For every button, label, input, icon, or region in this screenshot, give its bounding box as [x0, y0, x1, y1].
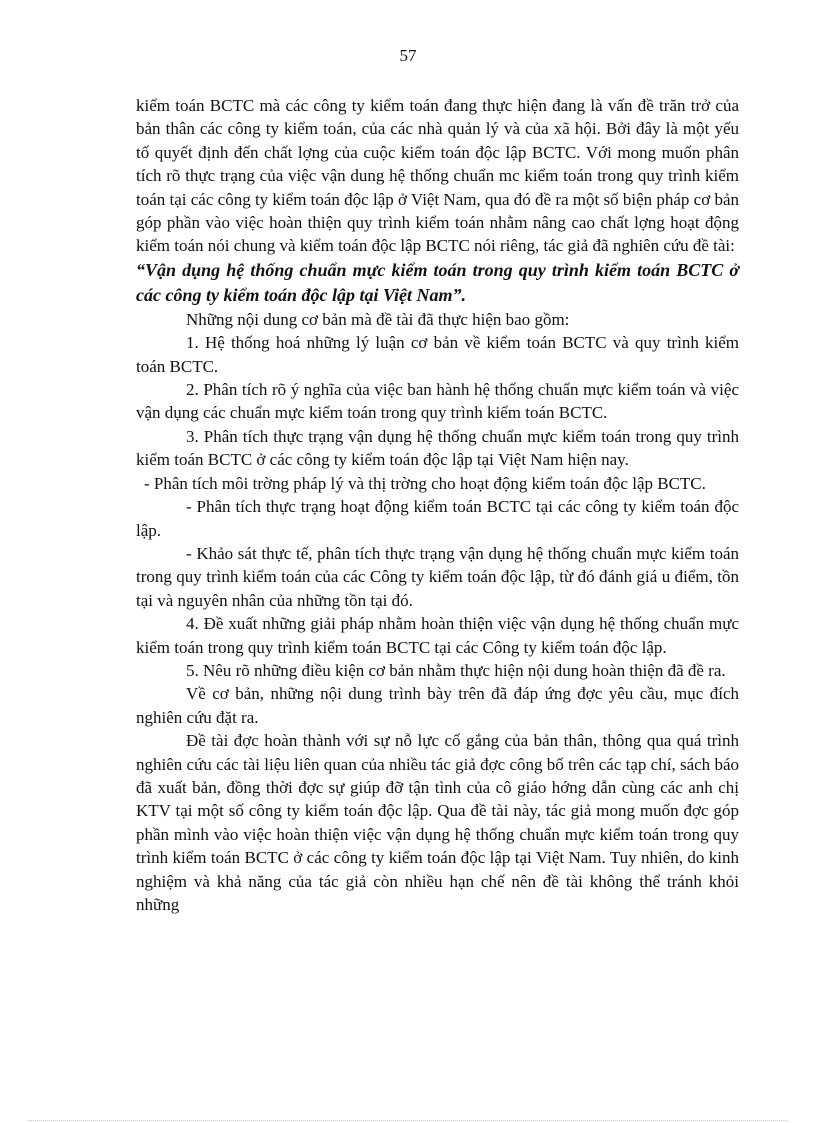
sub-item-survey: - Khảo sát thực tế, phân tích thực trạng vận dụng hệ thống chuẩn mực kiểm toán trong quy trình kiểm toán của các Công ty kiểm toán độc lập, từ đó đánh giá u điểm, tồn tại và nguyên nhân của những tồn tại đó. — [136, 543, 739, 610]
page-number: 57 — [399, 46, 417, 65]
page-bottom-divider — [28, 1120, 788, 1121]
list-item-1: 1. Hệ thống hoá những lý luận cơ bản về kiểm toán BCTC và quy trình kiểm toán BCTC. — [136, 333, 739, 376]
thesis-title: “Vận dụng hệ thống chuẩn mực kiểm toán trong quy trình kiểm toán BCTC ở các công ty kiểm toán độc lập tại Việt Nam”. — [136, 259, 739, 305]
list-item-2: 2. Phân tích rõ ý nghĩa của việc ban hành hệ thống chuẩn mực kiểm toán và việc vận dụng các chuẩn mực kiểm toán trong quy trình kiểm toán BCTC. — [136, 380, 739, 423]
sub-item-audit-activity: - Phân tích thực trạng hoạt động kiểm toán BCTC tại các công ty kiểm toán độc lập. — [136, 497, 739, 540]
paragraph-summary: Về cơ bản, những nội dung trình bày trên đã đáp ứng đợc yêu cầu, mục đích nghiên cứu đặt ra. — [136, 684, 739, 727]
paragraph-intro: kiểm toán BCTC mà các công ty kiểm toán đang thực hiện đang là vấn đề trăn trở của bản thân các công ty kiểm toán, của các nhà quản lý và của xã hội. Bởi đây là một yếu tố quyết định đến chất lợng của cuộc kiểm toán độc lập BCTC. Với mong muốn phân tích rõ thực trạng của việc vận dung hệ thống chuẩn mc kiểm toán trong quy trình kiểm toán tại các công ty kiểm toán độc lập ở Việt Nam, qua đó đề ra một số biện pháp cơ bản góp phần vào việc hoàn thiện quy trình kiểm toán nhằm nâng cao chất lợng hoạt động kiểm toán nói chung và kiểm toán độc lập BCTC nói riêng, tác giả đã nghiên cứu đề tài: — [136, 96, 739, 256]
paragraph-acknowledgement: Đề tài đợc hoàn thành với sự nỗ lực cố gắng của bản thân, thông qua quá trình nghiên cứu các tài liệu liên quan của nhiều tác giả đợc công bố trên các tạp chí, sách báo đã xuất bản, đồng thời đợc sự giúp đỡ tận tình của cô giáo hớng dẫn cùng các anh chị KTV tại một số công ty kiểm toán độc lập. Qua đề tài này, tác giả mong muốn đợc góp phần mình vào việc hoàn thiện việc vận dụng hệ thống chuẩn mực kiểm toán trong quy trình kiểm toán BCTC ở các công ty kiểm toán độc lập tại Việt Nam. Tuy nhiên, do kinh nghiệm và khả năng của tác giả còn nhiều hạn chế nên đề tài không thể tránh khỏi những — [136, 731, 739, 914]
paragraph-contents-heading: Những nội dung cơ bản mà đề tài đã thực hiện bao gồm: — [186, 309, 570, 329]
list-item-4: 4. Đề xuất những giải pháp nhằm hoàn thiện việc vận dụng hệ thống chuẩn mực kiểm toán trong quy trình kiểm toán BCTC tại các Công ty kiểm toán độc lập. — [136, 614, 739, 657]
list-item-3: 3. Phân tích thực trạng vận dụng hệ thống chuẩn mực kiểm toán trong quy trình kiểm toán BCTC ở các công ty kiểm toán độc lập tại Việt Nam hiện nay. — [136, 426, 739, 470]
list-item-5: 5. Nêu rõ những điều kiện cơ bản nhằm thực hiện nội dung hoàn thiện đã đề ra. — [186, 660, 726, 680]
body-text — [136, 94, 739, 916]
sub-item-legal-environment: - Phân tích môi trờng pháp lý và thị trờng cho hoạt động kiểm toán độc lập BCTC. — [144, 473, 706, 493]
